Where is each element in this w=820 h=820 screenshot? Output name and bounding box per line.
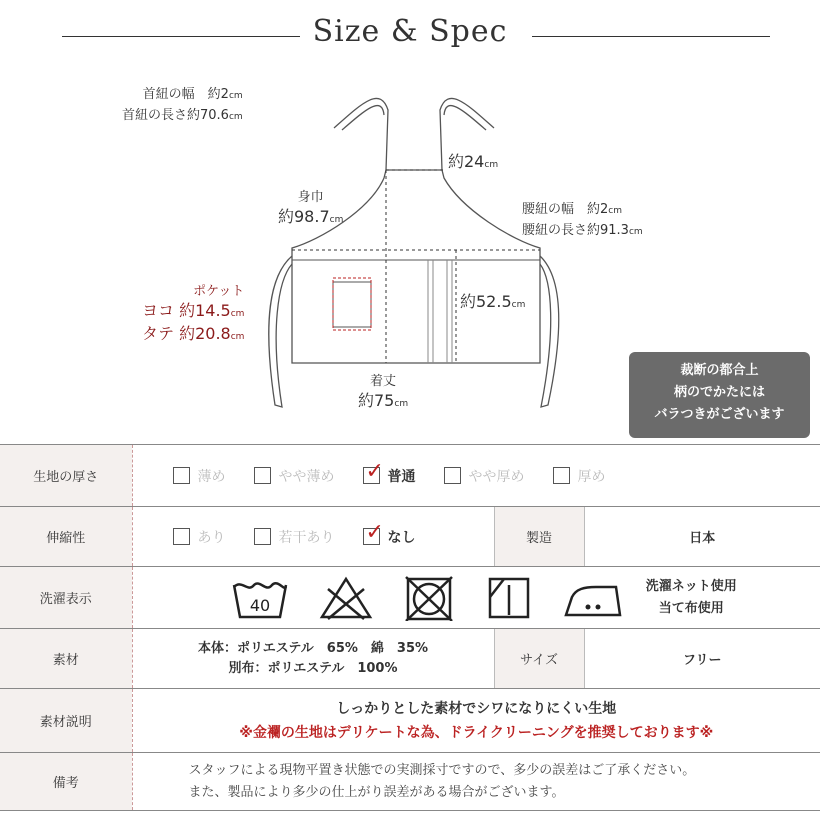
remarks-value: スタッフによる現物平置き状態での実測採寸ですので、多少の誤差はご了承ください。 また、製品により多少の仕上がり誤差がある場合がございます。	[132, 753, 820, 811]
washing-label: 洗濯表示	[0, 567, 132, 629]
checkbox-icon	[254, 528, 271, 545]
thickness-option-0[interactable]: 薄め	[173, 466, 226, 486]
wash-40-icon	[230, 575, 290, 621]
remarks-row	[0, 753, 820, 811]
checkbox-icon	[173, 528, 190, 545]
page-title: Size & Spec	[312, 14, 508, 49]
made-in-label: 製造	[494, 507, 584, 567]
stretch-option-1[interactable]: 若干あり	[254, 527, 335, 547]
washing-notes: 洗濯ネット使用 当て布使用	[645, 578, 737, 616]
thickness-option-2[interactable]: ✓ 普通	[363, 466, 416, 486]
description-row	[0, 689, 820, 753]
thickness-label: 生地の厚さ	[0, 445, 132, 507]
material-label: 素材	[0, 629, 132, 689]
size-label: サイズ	[494, 629, 584, 689]
thickness-option-4[interactable]: 厚め	[553, 466, 606, 486]
drip-dry-shade-icon	[486, 575, 534, 621]
description-value: しっかりとした素材でシワになりにくい生地 ※金襴の生地はデリケートな為、ドライクリーニングを推奨しております※	[132, 689, 820, 753]
checkbox-icon	[173, 467, 190, 484]
thickness-row	[0, 445, 820, 507]
washing-row	[0, 567, 820, 629]
no-tumble-dry-icon	[402, 575, 458, 621]
neck-strap-label: 首紐の幅 約2cm 首紐の長さ約70.6cm	[122, 87, 243, 123]
checked-checkbox-icon: ✓	[363, 467, 380, 484]
stretch-label: 伸縮性	[0, 507, 132, 567]
iron-low-icon	[562, 575, 626, 621]
pocket-label: ポケット ヨコ 約14.5cm タテ 約20.8cm	[142, 284, 245, 343]
checkbox-icon	[553, 467, 570, 484]
thickness-option-1[interactable]: やや薄め	[254, 466, 335, 486]
material-row	[0, 629, 820, 689]
body-width-label: 身巾 約98.7cm	[278, 190, 344, 226]
top-width-label: 約24cm	[448, 152, 499, 171]
stretch-options	[133, 520, 494, 547]
stretch-row	[0, 507, 820, 567]
thickness-options	[133, 459, 820, 486]
made-in-value: 日本	[584, 507, 820, 567]
spec-table	[0, 444, 820, 811]
thickness-option-3[interactable]: やや厚め	[444, 466, 525, 486]
checkbox-icon	[444, 467, 461, 484]
height-label: 約52.5cm	[460, 292, 526, 311]
material-value: 本体：ポリエステル 65% 綿 35% 別布：ポリエステル 100%	[132, 629, 494, 689]
title-rule-right	[532, 36, 770, 37]
waist-strap-label: 腰紐の幅 約2cm 腰紐の長さ約91.3cm	[522, 202, 643, 238]
cutting-note: 裁断の都合上 柄のでかたには バラつきがございます	[629, 352, 810, 438]
description-label: 素材説明	[0, 689, 132, 753]
stretch-option-0[interactable]: あり	[173, 527, 226, 547]
no-bleach-icon	[318, 575, 374, 621]
length-label: 着丈 約75cm	[358, 374, 409, 410]
stretch-option-2[interactable]: ✓ なし	[363, 527, 416, 547]
care-symbols	[133, 575, 820, 621]
remarks-label: 備考	[0, 753, 132, 811]
checked-checkbox-icon: ✓	[363, 528, 380, 545]
size-value: フリー	[584, 629, 820, 689]
checkbox-icon	[254, 467, 271, 484]
wash-temperature: 40	[249, 595, 270, 615]
